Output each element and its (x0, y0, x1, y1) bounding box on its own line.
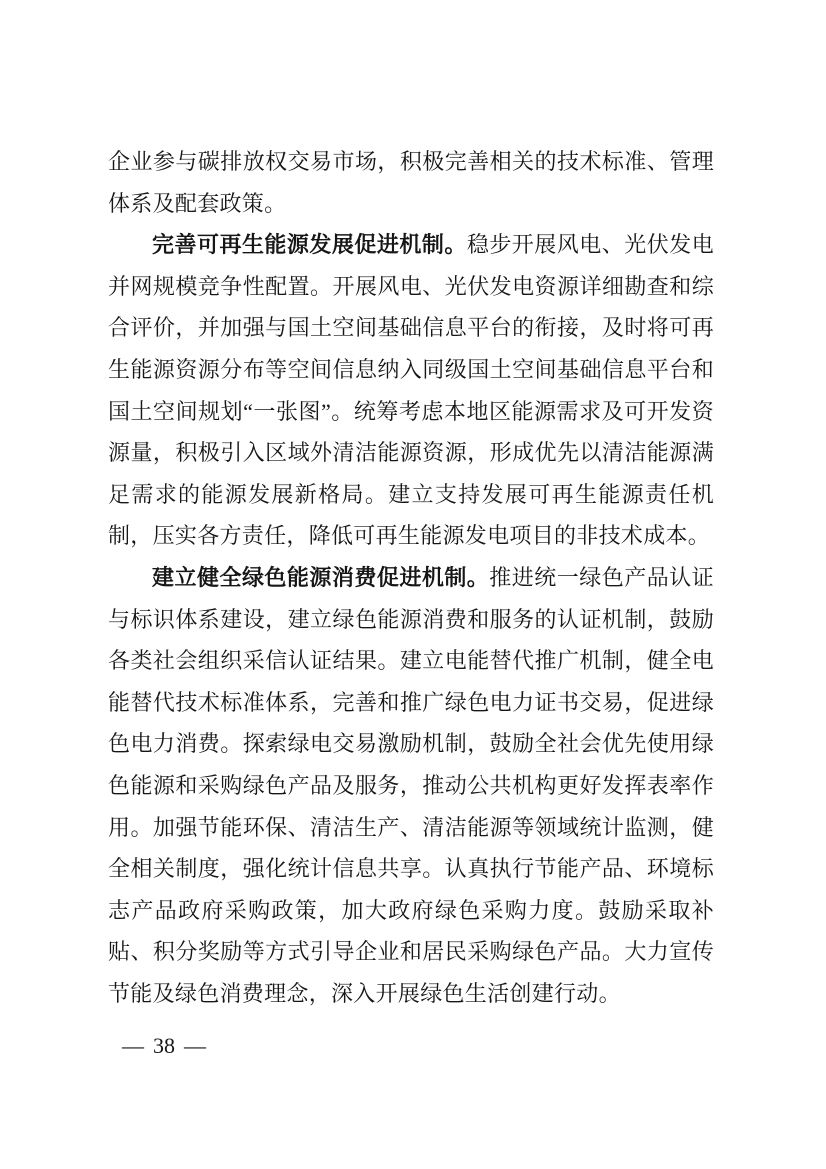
page-number: 38 (153, 1033, 175, 1058)
footer-dash-right: — (184, 1033, 206, 1058)
paragraph-text: 企业参与碳排放权交易市场，积极完善相关的技术标准、管理体系及配套政策。 (108, 149, 714, 216)
paragraph (108, 557, 714, 1015)
paragraph-lead: 完善可再生能源发展促进机制。 (152, 232, 467, 258)
footer-dash-left: — (122, 1033, 144, 1058)
paragraph-text: 推进统一绿色产品认证与标识体系建设，建立绿色能源消费和服务的认证机制，鼓励各类社会组织采信认证结果。建立电能替代推广机制，健全电能替代技术标准体系，完善和推广绿色电力证书交易，促进绿色电力消费。探索绿电交易激励机制，鼓励全社会优先使用绿色能源和采购绿色产品及服务，推动公共机构更好发挥表率作用。加强节能环保、清洁生产、清洁能源等领域统计监测，健全相关制度，强化统计信息共享。认真执行节能产品、环境标志产品政府采购政策，加大政府绿色采购力度。鼓励采取补贴、积分奖励等方式引导企业和居民采购绿色产品。大力宣传节能及绿色消费理念，深入开展绿色生活创建行动。 (108, 564, 714, 1006)
paragraph-lead: 建立健全绿色能源消费促进机制。 (152, 564, 490, 590)
paragraph (108, 224, 714, 557)
paragraph-text: 稳步开展风电、光伏发电并网规模竞争性配置。开展风电、光伏发电资源详细勘查和综合评价，并加强与国土空间基础信息平台的衔接，及时将可再生能源资源分布等空间信息纳入同级国土空间基础信息平台和国土空间规划“一张图”。统筹考虑本地区能源需求及可开发资源量，积极引入区域外清洁能源资源，形成优先以清洁能源满足需求的能源发展新格局。建立支持发展可再生能源责任机制，压实各方责任，降低可再生能源发电项目的非技术成本。 (108, 232, 714, 549)
document-body (108, 141, 714, 1014)
paragraph (108, 141, 714, 224)
page-footer (122, 1032, 206, 1060)
